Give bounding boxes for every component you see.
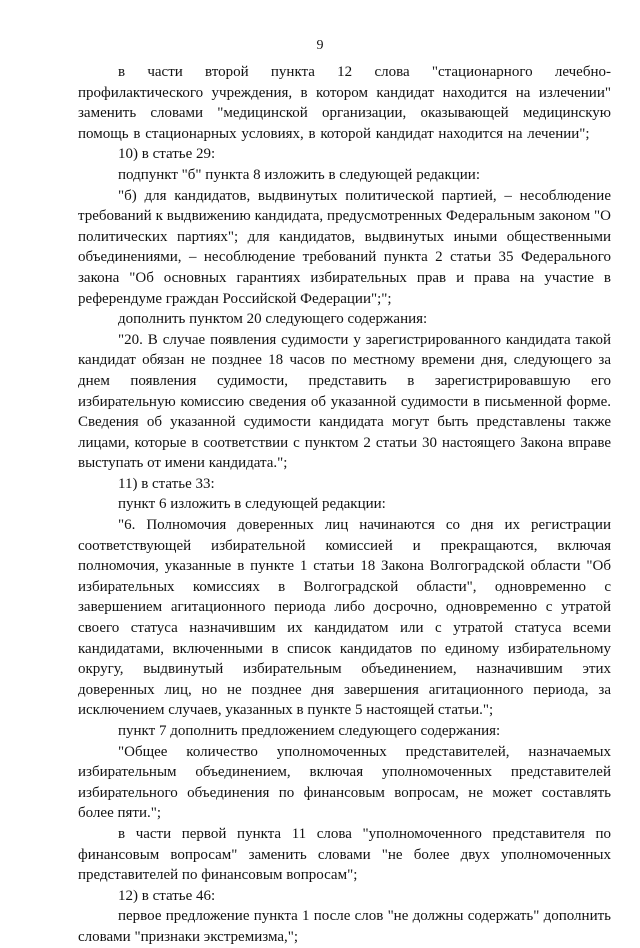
paragraph-point-11-amendment: в части первой пункта 11 слова "уполномоченного представителя по финансовым вопросам" заменить словами "не более двух уполномоченных представителей по финансовым вопросам"; (78, 825, 611, 884)
paragraph-point-6-intro: пункт 6 изложить в следующей редакции: (118, 496, 386, 513)
paragraph-subitem-b-intro: подпункт "б" пункта 8 изложить в следующей редакции: (118, 166, 480, 183)
page-number: 9 (316, 38, 324, 53)
paragraph-subitem-b-text: "б) для кандидатов, выдвинутых политической партией, – несоблюдение требований к выдвижению кандидата, предусмотренных Федеральным законом "О политических партиях"; для кандидатов, выдвинутых иными общественными объединениями, – несоблюдение требований пункта 2 статьи 35 Федерального закона "Об основных гарантиях избирательных прав и права на участие в референдуме граждан Российской Федерации";"; (78, 187, 611, 307)
paragraph-point-7-intro: пункт 7 дополнить предложением следующего содержания: (118, 723, 501, 739)
paragraph-point-20-text: "20. В случае появления судимости у зарегистрированного кандидата такой кандидат обязан не позднее 18 часов по местному времени дня, следующего за днем появления судимости, представить в зарегистрировавшую его избирательную комиссию сведения об указанной судимости в письменной форме. Сведения об указанной судимости кандидата могут быть представлены также лицами, которые в соответствии с пунктом 2 статьи 30 настоящего Закона вправе выступать от имени кандидата."; (78, 331, 611, 472)
document-body (78, 62, 611, 948)
paragraph-add-point-20-intro: дополнить пунктом 20 следующего содержания: (118, 311, 428, 328)
paragraph-point-6-text: "6. Полномочия доверенных лиц начинаются со дня их регистрации соответствующей избирательной комиссией и прекращаются, включая полномочия, указанные в пункте 1 статьи 18 Закона Волгоградской области "Об избирательных комиссиях в Волгоградской области", одновременно с завершением агитационного периода либо досрочно, одновременно с утратой своего статуса назначившим их кандидатом или с утратой статуса всеми кандидатами, включенными в список кандидатов по единому избирательному округу, выдвинутый избирательным объединением, назначившим этих доверенных лиц, но не позднее дня завершения агитационного периода, за исключением случаев, указанных в пункте 5 настоящей статьи."; (78, 517, 611, 719)
paragraph-item-10-heading: 10) в статье 29: (118, 146, 216, 163)
paragraph-amend-article-part-two: в части второй пункта 12 слова "стационарного лечебно-профилактического учреждения, в котором кандидат находится на излечении" заменить словами "медицинской организации, оказывающей медицинскую помощь в стационарных условиях, в которой кандидат находится на лечении"; (78, 64, 611, 142)
paragraph-item-12-heading: 12) в статье 46: (118, 887, 216, 904)
paragraph-item-11-heading: 11) в статье 33: (118, 475, 215, 492)
paragraph-point-7-text: "Общее количество уполномоченных представителей, назначаемых избирательным объединением, включая уполномоченных представителей избирательного объединения по финансовым вопросам, не может составлять более пяти."; (78, 743, 611, 822)
paragraph-point-1-amendment: первое предложение пункта 1 после слов "не должны содержать" дополнить словами "признаки экстремизма,"; (78, 908, 611, 945)
